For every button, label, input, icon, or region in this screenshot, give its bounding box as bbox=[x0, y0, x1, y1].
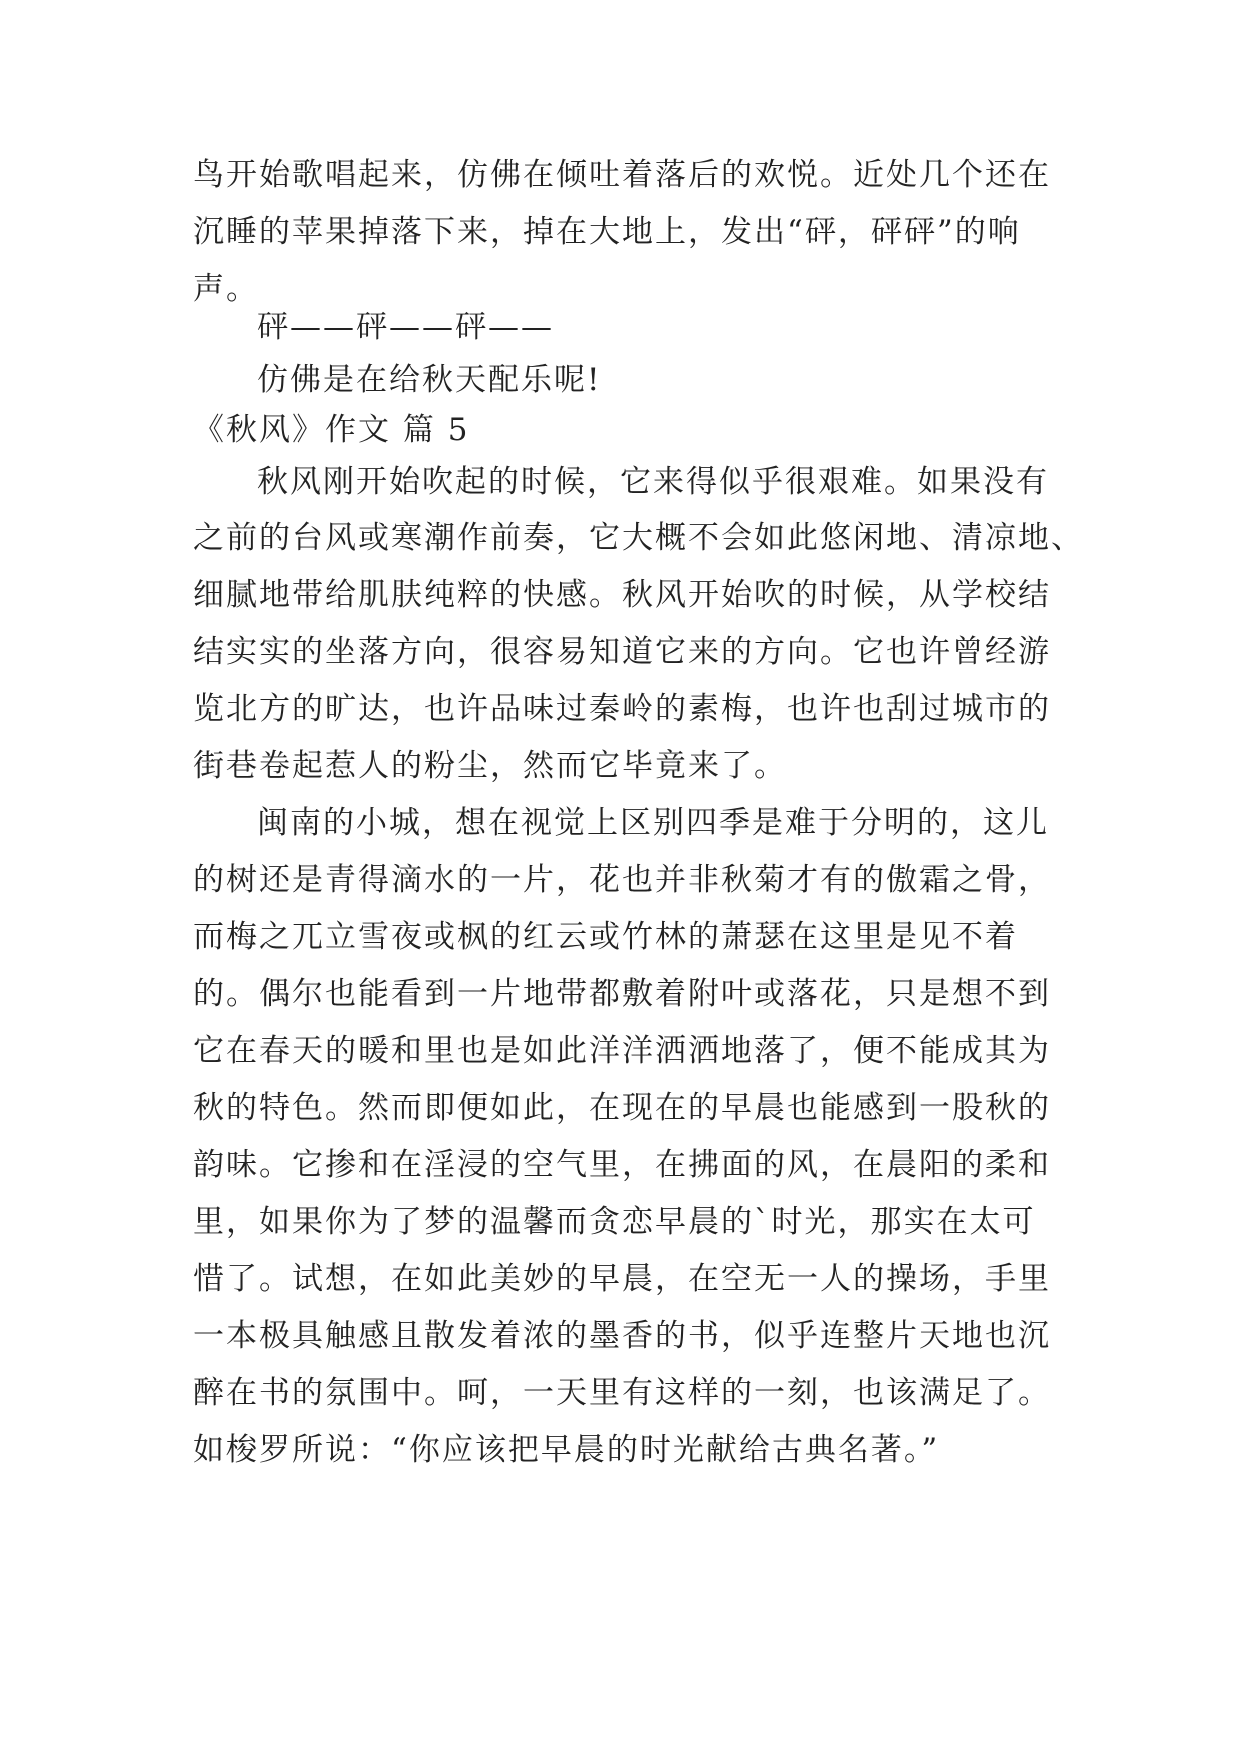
text-line: 之前的台风或寒潮作前奏，它大概不会如此悠闲地、清凉地、 bbox=[193, 520, 1084, 556]
text-line: 细腻地带给肌肤纯粹的快感。秋风开始吹的时候，从学校结 bbox=[193, 577, 1051, 613]
text-line: 的。偶尔也能看到一片地带都敷着附叶或落花，只是想不到 bbox=[193, 976, 1051, 1012]
text-line: 它在春天的暖和里也是如此洋洋洒洒地落了，便不能成其为 bbox=[193, 1033, 1051, 1069]
text-line: 闽南的小城，想在视觉上区别四季是难于分明的，这儿 bbox=[257, 805, 1049, 841]
text-line: 而梅之兀立雪夜或枫的红云或竹林的萧瑟在这里是见不着 bbox=[193, 919, 1018, 955]
text-line: 一本极具触感且散发着浓的墨香的书，似乎连整片天地也沉 bbox=[193, 1318, 1051, 1354]
text-line: 韵味。它掺和在淫浸的空气里，在拂面的风，在晨阳的柔和 bbox=[193, 1147, 1051, 1183]
text-line: 沉睡的苹果掉落下来，掉在大地上，发出“砰，砰砰”的响 bbox=[193, 214, 1021, 250]
text-line: 览北方的旷达，也许品味过秦岭的素梅，也许也刮过城市的 bbox=[193, 691, 1051, 727]
text-line: 惜了。试想，在如此美妙的早晨，在空无一人的操场，手里 bbox=[193, 1261, 1051, 1297]
text-line: 的树还是青得滴水的一片，花也并非秋菊才有的傲霜之骨， bbox=[193, 862, 1051, 898]
text-line: 街巷卷起惹人的粉尘，然而它毕竟来了。 bbox=[193, 748, 787, 784]
text-line: 如梭罗所说：“你应该把早晨的时光献给古典名著。” bbox=[193, 1432, 940, 1468]
section-heading: 《秋风》作文 篇 5 bbox=[193, 412, 470, 448]
text-line: 声。 bbox=[193, 271, 259, 307]
text-line: 鸟开始歌唱起来，仿佛在倾吐着落后的欢悦。近处几个还在 bbox=[193, 157, 1051, 193]
text-line: 醉在书的氛围中。呵，一天里有这样的一刻，也该满足了。 bbox=[193, 1375, 1051, 1411]
text-line: 秋风刚开始吹起的时候，它来得似乎很艰难。如果没有 bbox=[257, 464, 1049, 500]
text-line: 结实实的坐落方向，很容易知道它来的方向。它也许曾经游 bbox=[193, 634, 1051, 670]
text-line: 秋的特色。然而即便如此，在现在的早晨也能感到一股秋的 bbox=[193, 1090, 1051, 1126]
text-line: 仿佛是在给秋天配乐呢! bbox=[257, 362, 602, 398]
text-line: 里，如果你为了梦的温馨而贪恋早晨的`时光，那实在太可 bbox=[193, 1204, 1036, 1240]
text-line: 砰——砰——砰—— bbox=[257, 309, 554, 345]
